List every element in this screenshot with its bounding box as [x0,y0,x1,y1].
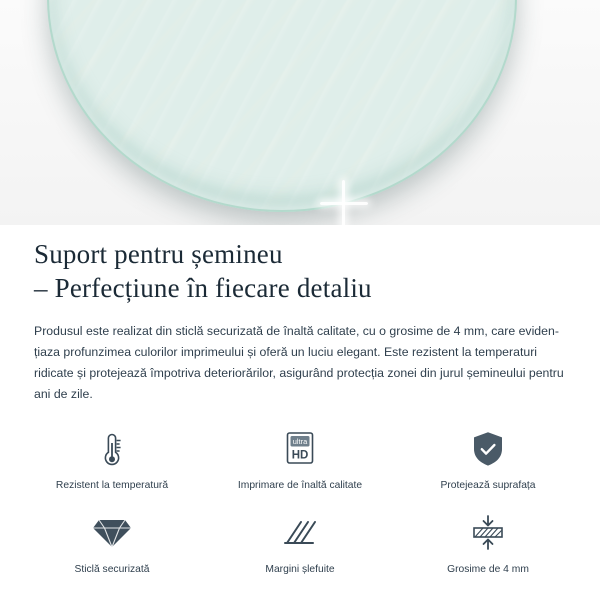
thermometer-icon [20,427,205,471]
description-text: Produsul este realizat din sticlă securizată de înaltă calitate, cu o grosime de 4 mm, care eviden-țiaza profunzimea culorilor imprimeului și oferă un luciu elegant. Este rezistent la temperaturi ridicate și protejează împotriva deteriorărilor, asigurând protecția zonei din jurul șemineului pentru ani de zile. [34,324,564,401]
feature-tempered-glass [20,511,205,577]
feature-surface-protection [396,427,581,493]
polished-edges-icon [208,511,393,555]
feature-label: Margini șlefuite [265,564,335,575]
shield-check-icon [396,427,581,471]
feature-polished-edges [208,511,393,577]
feature-label: Sticlă securizată [74,564,150,575]
headline-line-1: Suport pentru șemineu [34,239,283,269]
content-section [0,225,600,577]
ultra-hd-icon [208,427,393,471]
feature-temperature-resistant [20,427,205,493]
feature-grid [0,427,600,577]
feature-label: Grosime de 4 mm [447,564,529,575]
page-title [0,225,600,305]
feature-label: Rezistent la temperatură [55,480,169,491]
feature-label: Protejează suprafața [440,480,536,491]
feature-thickness [396,511,581,577]
hero-image [0,0,600,225]
feature-label: Imprimare de înaltă calitate [237,480,363,491]
feature-high-quality-print [208,427,393,493]
svg-text:HD: HD [291,449,309,462]
svg-text:ultra: ultra [292,437,308,447]
diamond-icon [20,511,205,555]
thickness-icon [396,511,581,555]
headline-line-2: – Perfecțiune în fiecare detaliu [34,273,372,303]
glass-plate-product-photo [47,0,517,212]
